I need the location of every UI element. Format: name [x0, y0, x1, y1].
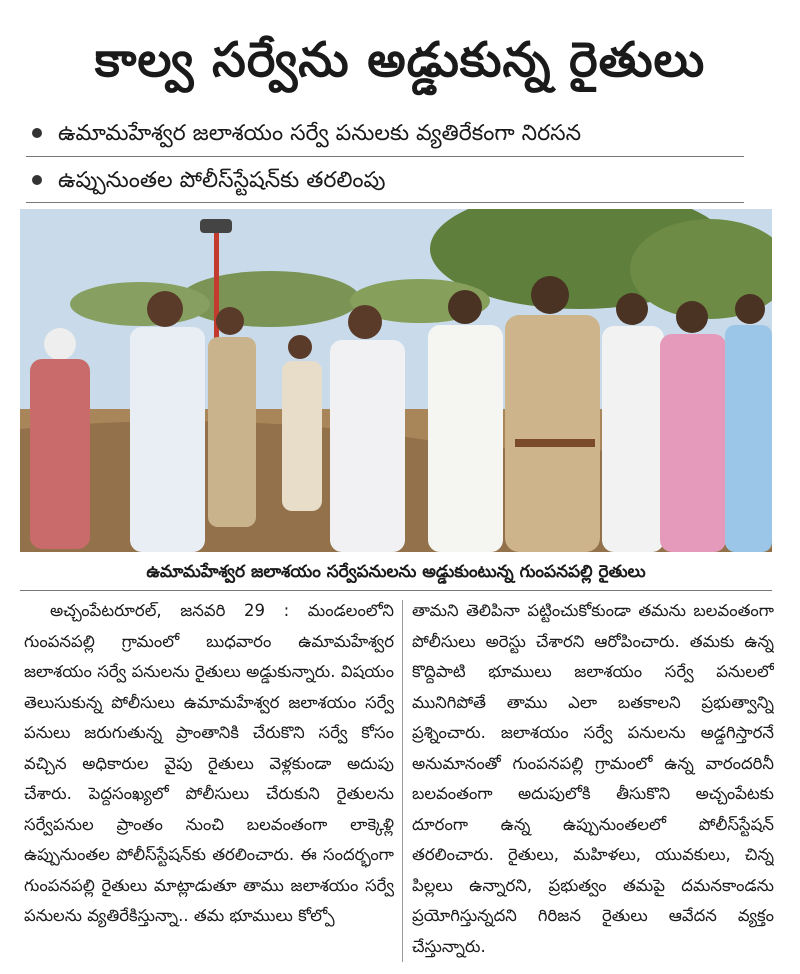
subhead-2-text: ఉప్పునుంతల పోలీస్‌స్టేషన్‌కు తరలింపు [58, 168, 386, 193]
article-body-left-column [24, 596, 394, 966]
photo-caption: ఉమామహేశ్వర జలాశయం సర్వేపనులను అడ్డుకుంటున్న గుంపనపల్లి రైతులు [146, 562, 646, 582]
bullet-icon [32, 175, 42, 185]
subhead-1-text: ఉమామహేశ్వర జలాశయం సర్వే పనులకు వ్యతిరేకంగా నిరసన [58, 121, 582, 146]
subhead-1 [26, 116, 746, 152]
article-paragraph: అచ్చంపేటరూరల్, జనవరి 29 : మండలంలోని గుంపనపల్లి గ్రామంలో బుధవారం ఉమామహేశ్వర జలాశయం సర్వే పనులను రైతులు అడ్డుకున్నారు. విషయం తెలుసుకున్న పోలీసులు ఉమామహేశ్వర జలాశయం సర్వే పనులు జరుగుతున్న ప్రాంతానికి చేరుకొని సర్వే కోసం వచ్చిన అధికారుల వైపు రైతులు వెళ్లకుండా అదుపు చేశారు. పెద్దసంఖ్యలో పోలీసులు చేరుకుని రైతులను సర్వేపనుల ప్రాంతం నుంచి బలవంతంగా లాక్కెళ్లి ఉప్పునుంతల పోలీస్‌స్టేషన్‌కు తరలించారు. ఈ సందర్భంగా గుంపనపల్లి రైతులు మాట్లాడుతూ తాము జలాశయం సర్వే పనులను వ్యతిరేకిస్తున్నా.. తమ భూములు కోల్పో [24, 601, 394, 925]
bullet-icon [32, 128, 42, 138]
headline: కాల్వ సర్వేను అడ్డుకున్న రైతులు [94, 32, 706, 88]
column-divider [402, 600, 403, 962]
caption-divider [20, 590, 772, 591]
subhead-divider-1 [26, 156, 744, 157]
article-paragraph: తామని తెలిపినా పట్టించుకోకుండా తమను బలవంతంగా పోలీసులు అరెస్టు చేశారని ఆరోపించారు. తమకు ఉన్న కొద్దిపాటి భూములు జలాశయం సర్వే పనులలో మునిగిపోతే తాము ఎలా బతకాలని ప్రభుత్వాన్ని ప్రశ్నించారు. జలాశయం సర్వే పనులను అడ్డగిస్తారనే అనుమానంతో గుంపనపల్లి గ్రామంలో ఉన్న వారందరినీ బలవంతంగా అదుపులోకి తీసుకొని అచ్చంపేటకు దూరంగా ఉన్న ఉప్పునుంతలలో పోలీస్‌స్టేషన్ తరలించారు. రైతులు, మహిళలు, యువకులు, చిన్న పిల్లలు ఉన్నారని, ప్రభుత్వం తమపై దమనకాండను ప్రయోగిస్తున్నదని గిరిజన రైతులు ఆవేదన వ్యక్తం చేస్తున్నారు. [412, 601, 774, 956]
news-photo-illustration [20, 209, 772, 552]
article-body-right-column [412, 596, 774, 966]
subhead-2 [26, 163, 746, 199]
subhead-divider-2 [26, 202, 744, 203]
news-photo [20, 209, 772, 552]
